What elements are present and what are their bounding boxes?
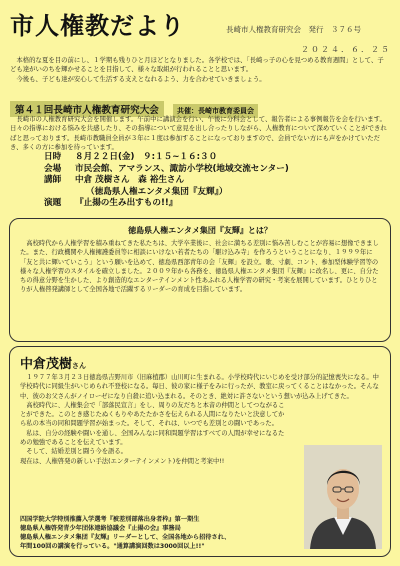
detail-speaker-label: 講師 — [44, 175, 62, 186]
group-info-text — [20, 239, 380, 295]
conference-heading — [10, 98, 390, 116]
detail-topic-label: 演題 — [44, 198, 62, 209]
bio-paragraph: 高校時代に、人権集会で「部落民宣言」をし、周りの友だちと本音の仲間としてつながることができた。このとき感じたぬくもりやあたたかさを伝えられる人間になりたいと決意してから私の本当の同和問題学習が始まった。そして、それは、いつでも差別との闘いであった。 — [20, 401, 285, 428]
conference-details — [44, 152, 289, 210]
intro-paragraph: 本格的な夏を目の前にし、１学期も残りひと月ほどとなりました。各学校では、「長崎っ子の心を見つめる教育週間」として、子ども達がいのちを輝かせることを目指して、様々な取組が行われることと思います。 — [10, 56, 384, 74]
person-photo-icon — [304, 445, 382, 549]
newsletter-title: 市人権教だより — [10, 12, 185, 40]
group-info-box — [9, 218, 391, 342]
credit-line: 徳島県人権啓発青少年団体連絡協議会『止揚の会』事務局 — [20, 525, 181, 532]
detail-topic-value: 『止揚の生み出すもの!!』 — [75, 198, 178, 209]
detail-venue-row — [44, 164, 289, 176]
bio-paragraph: そして、結婚差別と闘う今を語る。 — [20, 448, 127, 456]
speaker-name-suffix: さん — [72, 362, 87, 370]
group-info-title: 徳島県人権エンタメ集団『友輝』とは？ — [128, 226, 272, 235]
detail-date-value: ８月２２日(金) ９:１５~１６:３０ — [75, 152, 218, 162]
credit-line: 四国学院大学特別推薦入学選考『被差別部落出身者枠』第一期生 — [20, 516, 200, 523]
publisher-line: 長崎市人権教育研究会 発行 ３７６号 — [226, 25, 361, 34]
detail-speaker-value: 中倉 茂樹さん 森 裕生さん — [75, 175, 185, 186]
group-info-paragraph: 高校時代から人権学習を積み重ねてきた私たちは、大学卒業後に、社会に満ちる差別に悩み苦しむことが容易に想像できました。また、行政機関や人権擁護委員等に相談にいけない若者たちの「駆け込み寺」を作ろうということになり、１９９９年に「友と共に輝いていこう」という願いを込めて、徳島県西部青年の会「友輝」を設立。歌、寸劇、コント、参加型体験学習等の様々な人権学習のスタイルを確立しました。２００９年から各務を、徳島県人権エンタメ集団『友輝』に改名し、更に、自分たちの得意分野を生かした、より創造的なエンターテインメント性あふれる人権学習の研究・考案を展開しています。ひとりひとりが人権啓発講師として全国各地で活躍するリーダーの育成を目指しています。 — [20, 240, 379, 294]
detail-date-row — [44, 152, 289, 164]
credit-line: 徳島県人権エンタメ集団『友輝』リーダーとして、全国各地から招待され、 — [20, 534, 231, 541]
detail-venue-label: 会場 — [44, 163, 62, 174]
conference-organizer: 共催：長崎市教育委員会 — [173, 104, 258, 118]
speaker-name — [20, 353, 86, 372]
detail-topic-row — [44, 198, 289, 210]
speaker-profile-box — [9, 346, 391, 557]
conference-title: 第４１回長崎市人権教育研究大会 — [10, 101, 164, 117]
bio-paragraph: 現在は、人権啓発の新しい手法(エンターテインメント)を仲間と考案中!! — [20, 457, 225, 465]
detail-speaker-org: （徳島県人権エンタメ集団『友輝』） — [86, 186, 228, 197]
speaker-credits — [20, 515, 310, 551]
bio-paragraph: 私は、自分の経験や闘いを通し、全国みんなに同和問題学習はすべての人間が幸せになるための勉強であることを伝えています。 — [20, 429, 285, 447]
intro-paragraph: 今後も、子ども達が安心して生活する支えとなれるよう、力を合わせていきましょう。 — [10, 74, 266, 83]
issue-date: ２０２４．６．２５ — [301, 45, 391, 54]
credit-line: 年間100回の講演を行っている。"通算講演回数は3000回以上!!" — [20, 543, 205, 550]
conference-paragraph: 長崎市の人権教育研究大会を開催します。午前中に講演会を行い、午後に分科会として、報告者による事例報告を会を行います。日々の指導における悩みを共感したり、その指導について意見を出し合ったりしながら、人権教育について深めていくことができればと思っております。長崎市教職員全員が３年に１度は参加することになっておりますので、会員でない方にも声をかけていただき、多くの方に参加を待っています。 — [10, 115, 387, 152]
detail-speaker-row — [44, 175, 289, 187]
detail-date-label: 日時 — [44, 152, 62, 162]
detail-venue-value: 市民会館、アマランス、諏訪小学校(地域交流センター) — [75, 163, 289, 174]
bio-paragraph: １９７７年３月２３日徳島県吉野川市（旧麻植郡）山川町に生まれる。小学校時代にいじめを受け部分的記憶喪失になる。中学校時代に同級生がいじめられ不登校になる。毎日、彼の家に様子をみに行ったが、教室に戻ってくることはなかった。そんな中、彼のお父さんがノイローゼになり自殺に追い込まれる。そのとき、絶対に許さないという想いが込み上げてきた。 — [20, 374, 379, 400]
speaker-name-text: 中倉茂樹 — [20, 357, 73, 372]
intro-text — [10, 56, 390, 84]
conference-description — [10, 115, 390, 153]
